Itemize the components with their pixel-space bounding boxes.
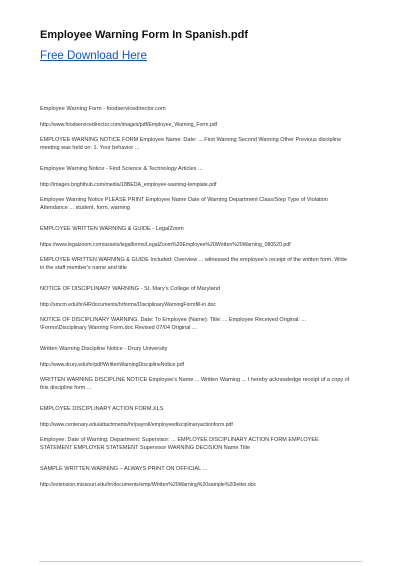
result-spacer — [40, 392, 360, 406]
result-snippet: NOTICE OF DISCIPLINARY WARNING. Date: To Employee (Name): Title: ... Employee Received Original: ... \Forms\Disciplinary Warning Form.doc Revised 07/04 Original ... — [40, 317, 307, 331]
result-snippet: Employee: Date of Warning: Department: Supervisor: ... EMPLOYEE DISCIPLINARY ACTION FORM EMPLOYEE STATEMENT EMPLOYER STATEMENT Supervisor WARNING DECISION Name Title — [40, 437, 319, 451]
result-url[interactable]: http://extension.missouri.edu/hr/documents/emp/Written%20Warning%20sample%20letter.doc — [40, 482, 257, 489]
result-item — [40, 466, 360, 489]
result-spacer — [40, 272, 360, 286]
results-list — [40, 106, 360, 489]
result-title[interactable]: NOTICE OF DISCIPLINARY WARNING - St. Mary's College of Maryland — [40, 286, 221, 293]
free-download-link[interactable]: Free Download Here — [40, 49, 147, 62]
result-title[interactable]: EMPLOYEE DISCIPLINARY ACTION FORM.XLS — [40, 406, 164, 413]
document-title: Employee Warning Form In Spanish.pdf — [40, 29, 248, 41]
result-url[interactable]: http://www.foodservicedirector.com/images/pdf/Employee_Warning_Form.pdf — [40, 122, 218, 129]
result-item — [40, 106, 360, 166]
result-item — [40, 166, 360, 226]
result-snippet: EMPLOYEE WARNING NOTICE FORM Employee Name: Date: ... First Warning Second Warning Other Previous discipline meeting was held on: 1. Your behavior ... — [40, 137, 342, 151]
result-spacer — [40, 332, 360, 346]
result-title[interactable]: Written Warning Discipline Notice - Drury University — [40, 346, 168, 353]
result-url[interactable]: http://images.brighthub.com/media/18BEDA_employee-warning-template.pdf — [40, 182, 217, 189]
result-title[interactable]: SAMPLE WRITTEN WARNING – ALWAYS PRINT ON OFFICIAL ... — [40, 466, 208, 473]
result-spacer — [40, 452, 360, 466]
result-url[interactable]: http://www.drury.edu/hr/pdf/WrittenWarningDisciplineNotice.pdf — [40, 362, 185, 369]
result-title[interactable]: Employee Warning Form - foodservicedirector.com — [40, 106, 166, 112]
result-title[interactable]: Employee Warning Notice - Find Science & Technology Articles ... — [40, 166, 203, 173]
result-title[interactable]: EMPLOYEE WRITTEN WARNING & GUIDE - LegalZoom — [40, 226, 184, 233]
result-url[interactable]: https://www.legalzoom.com/assets/legalforms/LegalZoom%20Employee%20Written%20Warning_080520.pdf — [40, 242, 291, 249]
result-item — [40, 286, 360, 346]
result-snippet: WRITTEN WARNING DISCIPLINE NOTICE Employee's Name ... Written Warning ... I hereby acknowledge receipt of a copy of this discipline form ... — [40, 377, 350, 391]
result-spacer — [40, 212, 360, 226]
result-snippet: Employee Warning Notice PLEASE PRINT Employee Name Date of Warning Department Class/Step Type of Violation Attendance ... student, form, warning — [40, 197, 328, 211]
result-url[interactable]: http://www.centenary.edu/attachments/hr/payroll/employeedisciplinaryactionform.pdf — [40, 422, 233, 429]
page-bottom-divider — [39, 561, 362, 562]
result-url[interactable]: http://smcm.edu/hr/HRdocuments/hrforms/DisciplinaryWarningFormfill-in.doc — [40, 302, 216, 309]
result-item — [40, 406, 360, 466]
result-item — [40, 226, 360, 286]
result-snippet: EMPLOYEE WRITTEN WARNING & GUIDE Included: Overview ... witnessed the employee's receipt of the written form. Write in the staff member's name and title — [40, 257, 348, 271]
result-item — [40, 346, 360, 406]
result-spacer — [40, 152, 360, 166]
